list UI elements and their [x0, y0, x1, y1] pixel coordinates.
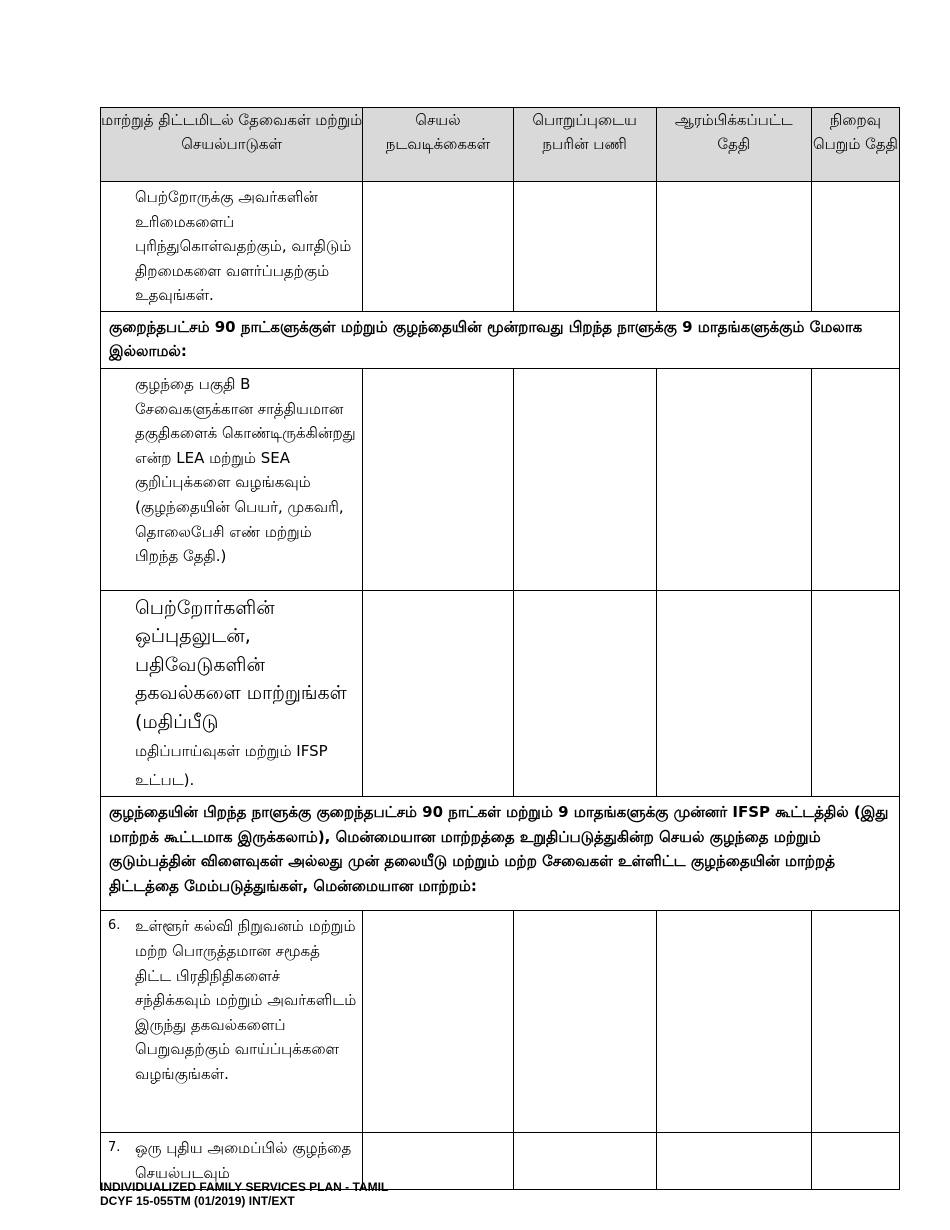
actions-cell[interactable] [363, 182, 513, 312]
header-requirements: மாற்றுத் திட்டமிடல் தேவைகள் மற்றும் செயல்பாடுகள் [101, 108, 363, 182]
section-heading: குறைந்தபட்சம் 90 நாட்களுக்குள் மற்றும் குழந்தையின் மூன்றாவது பிறந்த நாளுக்கு 9 மாதங்களுக்கும் மேலாக இல்லாமல்: [109, 317, 863, 361]
requirement-text [101, 911, 362, 1089]
responsible-role-cell[interactable] [513, 368, 656, 590]
completion-date-cell[interactable] [811, 1133, 899, 1189]
table-row [101, 911, 900, 1133]
responsible-role-cell[interactable] [513, 1133, 656, 1189]
start-date-cell[interactable] [656, 911, 811, 1133]
start-date-cell[interactable] [656, 590, 811, 797]
completion-date-cell[interactable] [811, 911, 899, 1133]
requirement-body: ஒரு புதிய அமைப்பில் குழந்தை செயல்படவும் [135, 1139, 352, 1183]
actions-cell[interactable] [363, 911, 513, 1133]
requirement-text: குழந்தை பகுதி B சேவைகளுக்கான சாத்தியமான தகுதிகளைக் கொண்டிருக்கின்றது என்ற LEA மற்றும் SEA குறிப்புக்களை வழங்கவும் (குழந்தையின் பெயர், முகவரி, தொலைபேசி எண் மற்றும் பிறந்த தேதி.) [135, 374, 356, 566]
header-completion-date: நிறைவு பெறும் தேதி [811, 108, 899, 182]
completion-date-cell[interactable] [811, 182, 899, 312]
header-start-date: ஆரம்பிக்கப்பட்ட தேதி [656, 108, 811, 182]
requirement-text-small: மதிப்பாய்வுகள் மற்றும் IFSP உட்பட). [135, 742, 328, 789]
table-row [101, 182, 900, 312]
table-row [101, 368, 900, 590]
form-code: DCYF 15-055TM (01/2019) INT/EXT [100, 1194, 295, 1208]
page-footer [100, 1180, 388, 1208]
requirement-text-large: பெற்றோர்களின் ஒப்புதலுடன், பதிவேடுகளின் தகவல்களை மாற்றுங்கள் (மதிப்பீடு [135, 596, 347, 733]
responsible-role-cell[interactable] [513, 182, 656, 312]
header-row [101, 108, 900, 182]
requirement-text: பெற்றோருக்கு அவர்களின் உரிமைகளைப் புரிந்துகொள்வதற்கும், வாதிடும் திறமைகளை வளர்ப்பதற்கும் உதவுங்கள். [135, 188, 352, 305]
requirement-body: உள்ளூர் கல்வி நிறுவனம் மற்றும் மற்ற பொருத்தமான சமூகத் திட்ட பிரதிநிதிகளைச் சந்திக்கவும் மற்றும் அவர்களிடம் இருந்து தகவல்களைப் பெறுவதற்கும் வாய்ப்புக்களை வழங்குங்கள். [135, 917, 357, 1084]
table-row [101, 590, 900, 797]
start-date-cell[interactable] [656, 1133, 811, 1189]
completion-date-cell[interactable] [811, 368, 899, 590]
transition-plan-sheet [100, 107, 900, 1190]
section-row [101, 311, 900, 368]
header-actions: செயல் நடவடிக்கைகள் [363, 108, 513, 182]
requirement-text [101, 591, 362, 797]
item-number: 6. [108, 918, 121, 934]
header-responsible-role: பொறுப்புடைய நபரின் பணி [513, 108, 656, 182]
responsible-role-cell[interactable] [513, 911, 656, 1133]
section-row [101, 797, 900, 911]
section-heading: குழந்தையின் பிறந்த நாளுக்கு குறைந்தபட்சம் 90 நாட்கள் மற்றும் 9 மாதங்களுக்கு முன்னர் IFSP கூட்டத்தில் (இது மாற்றக் கூட்டமாக இருக்கலாம்), மென்மையான மாற்றத்தை உறுதிப்படுத்துகின்ற செயல் குழந்தை மற்றும் குடும்பத்தின் விளைவுகள் அல்லது முன் தலையீடு மற்றும் மற்ற சேவைகள் உள்ளிட்ட குழந்தையின் மாற்றத் திட்டத்தை மேம்படுத்துங்கள், மென்மையான மாற்றம்: [109, 803, 889, 895]
form-title: INDIVIDUALIZED FAMILY SERVICES PLAN - TAMIL [100, 1180, 389, 1194]
transition-plan-table [100, 107, 900, 1190]
start-date-cell[interactable] [656, 182, 811, 312]
responsible-role-cell[interactable] [513, 590, 656, 797]
actions-cell[interactable] [363, 368, 513, 590]
completion-date-cell[interactable] [811, 590, 899, 797]
start-date-cell[interactable] [656, 368, 811, 590]
item-number: 7. [108, 1140, 121, 1156]
actions-cell[interactable] [363, 590, 513, 797]
